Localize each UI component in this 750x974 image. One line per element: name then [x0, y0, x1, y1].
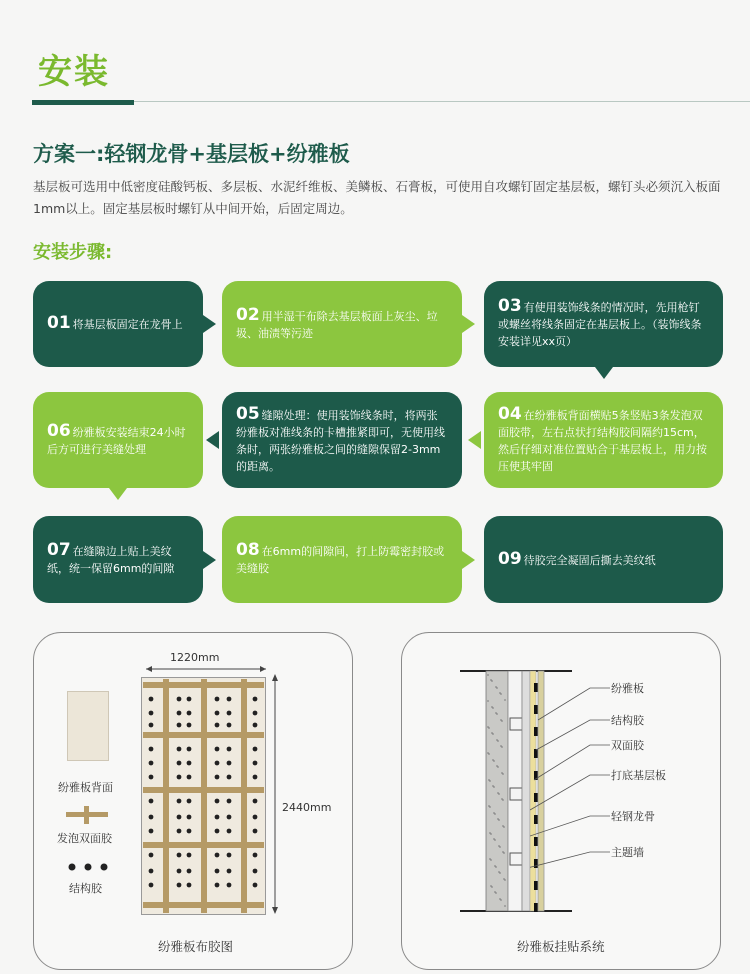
glue-dot — [253, 711, 258, 716]
glue-dot — [187, 853, 192, 858]
glue-dot — [227, 883, 232, 888]
step-text: 有使用装饰线条的情况时，先用枪钉或螺丝将线条固定在基层板上。（装饰线条安装详见xx页） — [498, 301, 702, 348]
title-rule — [134, 101, 750, 102]
concrete-speckle — [493, 838, 495, 840]
glue-dot — [177, 775, 182, 780]
glue-layout-caption: 纷雅板布胶图 — [158, 939, 234, 954]
label-double-sided-tape: 双面胶 — [611, 739, 644, 752]
concrete-speckle — [492, 759, 494, 761]
glue-dot — [215, 747, 220, 752]
step-02 — [222, 281, 462, 367]
concrete-speckle — [494, 865, 496, 867]
step-06 — [33, 392, 203, 488]
glue-dot — [149, 853, 154, 858]
concrete-speckle — [487, 726, 489, 728]
glue-dot — [177, 723, 182, 728]
concrete-speckle — [487, 674, 489, 676]
glue-dot — [253, 775, 258, 780]
label-main-wall: 主题墙 — [611, 846, 644, 859]
concrete-speckle — [500, 719, 502, 721]
glue-dot — [215, 815, 220, 820]
concrete-speckle — [501, 798, 503, 800]
section-title: 方案一:轻钢龙骨+基层板+纷雅板 — [33, 142, 350, 166]
glue-dot — [215, 853, 220, 858]
concrete-speckle — [487, 700, 489, 702]
glue-dot — [215, 697, 220, 702]
concrete-speckle — [496, 765, 498, 767]
concrete-speckle — [501, 772, 503, 774]
glue-dot — [187, 723, 192, 728]
concrete-speckle — [487, 752, 489, 754]
concrete-speckle — [502, 851, 504, 853]
glue-dot — [215, 869, 220, 874]
glue-dot — [187, 869, 192, 874]
glue-dot — [215, 761, 220, 766]
glue-dot — [187, 799, 192, 804]
step-number: 08 — [236, 540, 260, 560]
leader-lines — [530, 680, 610, 910]
label-fenya-board: 纷雅板 — [611, 682, 644, 695]
step-number: 09 — [498, 548, 522, 569]
label-base-board: 打底基层板 — [611, 769, 666, 782]
foam-tape-vertical — [163, 679, 169, 913]
glue-dot — [253, 869, 258, 874]
glue-dot — [149, 869, 154, 874]
height-dimension-line — [268, 670, 282, 920]
glue-dot — [215, 829, 220, 834]
glue-dot — [215, 775, 220, 780]
width-dimension-label: 1220mm — [170, 651, 220, 664]
step-number: 04 — [498, 403, 522, 424]
glue-dot — [227, 697, 232, 702]
glue-dot — [149, 883, 154, 888]
flow-arrow-right — [203, 551, 216, 569]
mounting-system-caption: 纷雅板挂贴系统 — [517, 939, 605, 954]
glue-dot — [253, 883, 258, 888]
legend-foam-tape: 发泡双面胶 — [57, 832, 112, 845]
concrete-speckle — [493, 812, 495, 814]
label-structural-glue: 结构胶 — [611, 714, 644, 727]
concrete-speckle — [498, 871, 500, 873]
glue-dot — [149, 747, 154, 752]
glue-dot — [149, 697, 154, 702]
height-dimension-label: 2440mm — [282, 801, 332, 814]
concrete-speckle — [499, 898, 501, 900]
glue-dot — [177, 697, 182, 702]
foam-tape-icon — [66, 806, 108, 824]
step-text: 纷雅板安装结束24小时后方可进行美缝处理 — [47, 425, 186, 456]
glue-dot — [215, 711, 220, 716]
label-light-steel-keel: 轻钢龙骨 — [611, 810, 655, 823]
flow-arrow-right — [462, 315, 475, 333]
board-back-swatch — [67, 691, 109, 761]
glue-dot — [177, 829, 182, 834]
glue-dot — [253, 747, 258, 752]
glue-dot — [227, 799, 232, 804]
glue-dot — [177, 815, 182, 820]
board-glue-diagram — [141, 677, 266, 915]
glue-dot — [187, 883, 192, 888]
glue-dot — [227, 761, 232, 766]
glue-dot — [187, 711, 192, 716]
step-04 — [484, 392, 723, 488]
step-number: 03 — [498, 296, 522, 316]
page-title: 安装 — [38, 52, 110, 92]
step-number: 01 — [47, 313, 71, 333]
step-text: 待胶完全凝固后撕去美纹纸 — [523, 553, 656, 567]
step-07 — [33, 516, 203, 603]
concrete-speckle — [504, 905, 506, 907]
glue-dot — [253, 853, 258, 858]
glue-dot — [227, 711, 232, 716]
foam-tape-vertical — [201, 679, 207, 913]
glue-dot — [215, 799, 220, 804]
step-number: 07 — [47, 540, 71, 560]
glue-dot — [227, 775, 232, 780]
glue-dot — [177, 747, 182, 752]
concrete-speckle — [500, 745, 502, 747]
structural-glue-dots-icon — [67, 862, 109, 872]
glue-dot — [177, 883, 182, 888]
step-text: 在6mm的间隙间，打上防霉密封胶或美缝胶 — [236, 545, 445, 575]
step-number: 06 — [47, 420, 71, 441]
glue-dot — [177, 869, 182, 874]
flow-arrow-down — [109, 488, 127, 500]
glue-dot — [215, 883, 220, 888]
glue-dot — [253, 799, 258, 804]
concrete-speckle — [491, 732, 493, 734]
glue-dot — [187, 815, 192, 820]
concrete-speckle — [489, 832, 491, 834]
concrete-speckle — [498, 845, 500, 847]
concrete-speckle — [488, 805, 490, 807]
glue-dot — [187, 761, 192, 766]
flow-arrow-left — [206, 431, 219, 449]
concrete-speckle — [497, 818, 499, 820]
flow-arrow-right — [462, 551, 475, 569]
glue-dot — [187, 697, 192, 702]
glue-dot — [187, 775, 192, 780]
glue-dot — [253, 761, 258, 766]
glue-dot — [227, 815, 232, 820]
concrete-speckle — [495, 686, 497, 688]
concrete-speckle — [499, 692, 501, 694]
concrete-speckle — [503, 878, 505, 880]
step-text: 在纷雅板背面横贴5条竖贴3条发泡双面胶带，左右点状打结构胶间隔约15cm，然后仔细对准位置贴合于基层板上，用力按压使其牢固 — [498, 408, 707, 473]
glue-dot — [253, 697, 258, 702]
step-text: 在缝隙边上贴上美纹纸，统一保留6mm的间隙 — [47, 545, 175, 575]
concrete-speckle — [504, 699, 506, 701]
concrete-speckle — [494, 891, 496, 893]
glue-dot — [187, 829, 192, 834]
flow-arrow-down — [595, 367, 613, 379]
glue-dot — [149, 723, 154, 728]
foam-tape-vertical — [241, 679, 247, 913]
glue-dot — [227, 747, 232, 752]
glue-dot — [177, 711, 182, 716]
glue-dot — [149, 711, 154, 716]
glue-dot — [149, 761, 154, 766]
concrete-speckle — [495, 712, 497, 714]
step-09 — [484, 516, 723, 603]
concrete-speckle — [497, 792, 499, 794]
concrete-speckle — [491, 706, 493, 708]
glue-dot — [253, 815, 258, 820]
concrete-speckle — [502, 825, 504, 827]
title-rule-accent — [32, 100, 134, 105]
flow-arrow-left — [468, 431, 481, 449]
legend-board-back: 纷雅板背面 — [58, 781, 113, 794]
step-text: 用半湿干布除去基层板面上灰尘、垃圾、油渍等污迹 — [236, 309, 438, 340]
flow-arrow-right — [203, 315, 216, 333]
glue-dot — [227, 869, 232, 874]
step-01 — [33, 281, 203, 367]
concrete-speckle — [489, 858, 491, 860]
glue-dot — [187, 747, 192, 752]
concrete-speckle — [490, 679, 492, 681]
step-text: 将基层板固定在龙骨上 — [72, 318, 183, 331]
step-03 — [484, 281, 723, 367]
glue-dot — [253, 829, 258, 834]
steps-title: 安装步骤: — [33, 242, 113, 263]
legend-structural-glue: 结构胶 — [69, 882, 102, 895]
width-dimension-line — [140, 664, 272, 674]
step-08 — [222, 516, 462, 603]
intro-paragraph: 基层板可选用中低密度硅酸钙板、多层板、水泥纤维板、美鳞板、石膏板，可使用自攻螺钉固定基层板，螺钉头必须沉入板面1mm以上。固定基层板时螺钉从中间开始，后固定周边。 — [33, 179, 721, 216]
concrete-speckle — [490, 885, 492, 887]
glue-dot — [253, 723, 258, 728]
glue-dot — [149, 829, 154, 834]
glue-dot — [149, 775, 154, 780]
step-text: 缝隙处理：使用装饰线条时，将两张纷雅板对准线条的卡槽推紧即可，无使用线条时，两张纷雅板之间的缝隙保留2-3mm的距离。 — [236, 408, 445, 473]
glue-dot — [177, 853, 182, 858]
glue-dot — [177, 761, 182, 766]
glue-dot — [149, 799, 154, 804]
glue-dot — [215, 723, 220, 728]
concrete-speckle — [488, 779, 490, 781]
concrete-speckle — [492, 785, 494, 787]
glue-dot — [227, 723, 232, 728]
step-number: 05 — [236, 403, 260, 424]
glue-dot — [227, 829, 232, 834]
glue-dot — [227, 853, 232, 858]
step-number: 02 — [236, 304, 260, 325]
glue-dot — [177, 799, 182, 804]
glue-dot — [149, 815, 154, 820]
step-05 — [222, 392, 462, 488]
concrete-speckle — [496, 739, 498, 741]
